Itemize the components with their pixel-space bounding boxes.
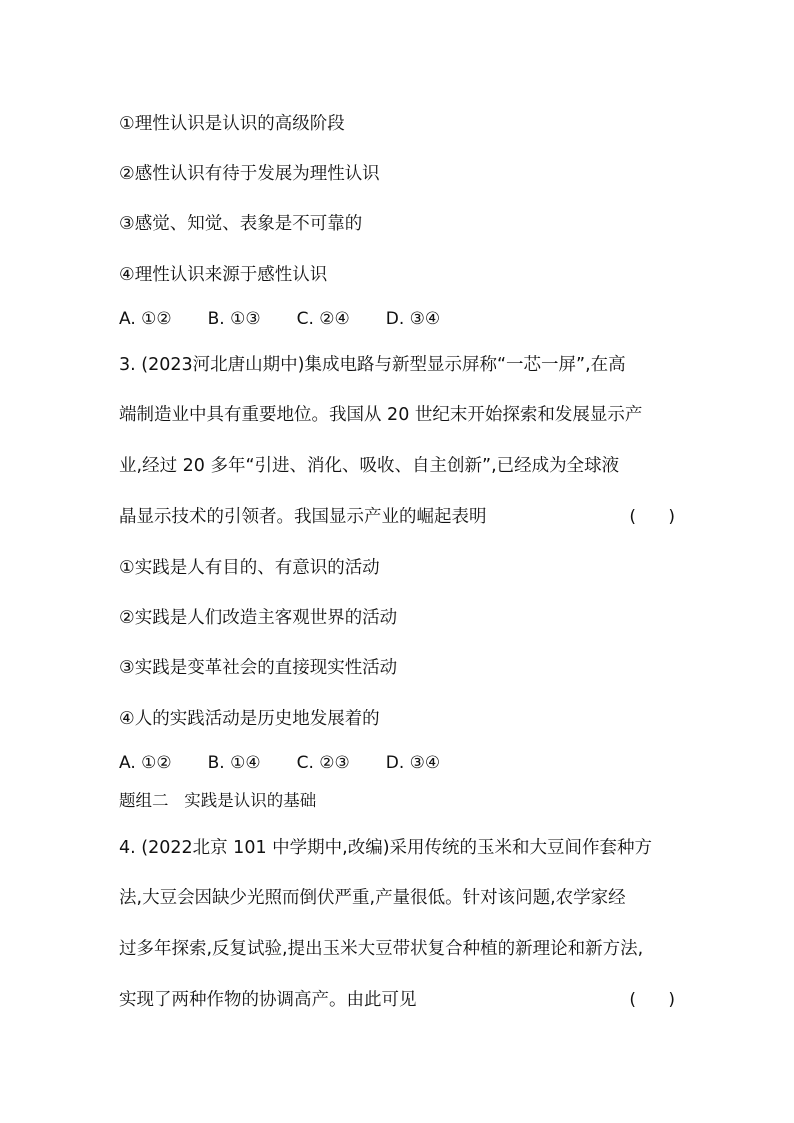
q3-stem-line-3: 业,经过 20 多年“引进、消化、吸收、自主创新”,已经成为全球液	[119, 456, 620, 476]
q4-stem-line-2: 法,大豆会因缺少光照而倒伏严重,产量很低。针对该问题,农学家经	[119, 888, 626, 908]
q2-answer-c[interactable]: C. ②④	[296, 309, 350, 329]
q3-stem-line-1: 3. (2023河北唐山期中)集成电路与新型显示屏称“一芯一屏”,在高	[119, 355, 626, 375]
q2-answer-a[interactable]: A. ①②	[119, 309, 172, 329]
q2-option-1: ①理性认识是认识的高级阶段	[119, 114, 345, 134]
q2-answer-b[interactable]: B. ①③	[207, 309, 261, 329]
section-heading: 题组二 实践是认识的基础	[119, 791, 317, 810]
q3-option-2: ②实践是人们改造主客观世界的活动	[119, 608, 398, 628]
q3-stem-line-4: 晶显示技术的引领者。我国显示产业的崛起表明	[119, 507, 487, 527]
q4-stem-line-4: 实现了两种作物的协调高产。由此可见	[119, 990, 417, 1010]
q2-answer-d[interactable]: D. ③④	[385, 309, 441, 329]
q3-answer-b[interactable]: B. ①④	[207, 753, 261, 773]
q3-option-3: ③实践是变革社会的直接现实性活动	[119, 658, 398, 678]
q3-stem-line-2: 端制造业中具有重要地位。我国从 20 世纪末开始探索和发展显示产	[119, 405, 643, 425]
q3-answer-d[interactable]: D. ③④	[385, 753, 441, 773]
q2-option-4: ④理性认识来源于感性认识	[119, 265, 328, 285]
q3-option-1: ①实践是人有目的、有意识的活动	[119, 558, 380, 578]
q2-option-3: ③感觉、知觉、表象是不可靠的	[119, 214, 363, 234]
q4-answer-blank[interactable]: ( )	[629, 990, 675, 1010]
q2-option-2: ②感性认识有待于发展为理性认识	[119, 164, 380, 184]
q2-answer-choices	[119, 308, 440, 330]
q3-option-4: ④人的实践活动是历史地发展着的	[119, 709, 380, 729]
q3-answer-a[interactable]: A. ①②	[119, 753, 172, 773]
q3-answer-c[interactable]: C. ②③	[296, 753, 350, 773]
q3-answer-blank[interactable]: ( )	[629, 507, 675, 527]
q3-answer-choices	[119, 752, 440, 774]
q4-stem-line-3: 过多年探索,反复试验,提出玉米大豆带状复合种植的新理论和新方法,	[119, 939, 644, 959]
q4-stem-line-1: 4. (2022北京 101 中学期中,改编)采用传统的玉米和大豆间作套种方	[119, 838, 653, 858]
